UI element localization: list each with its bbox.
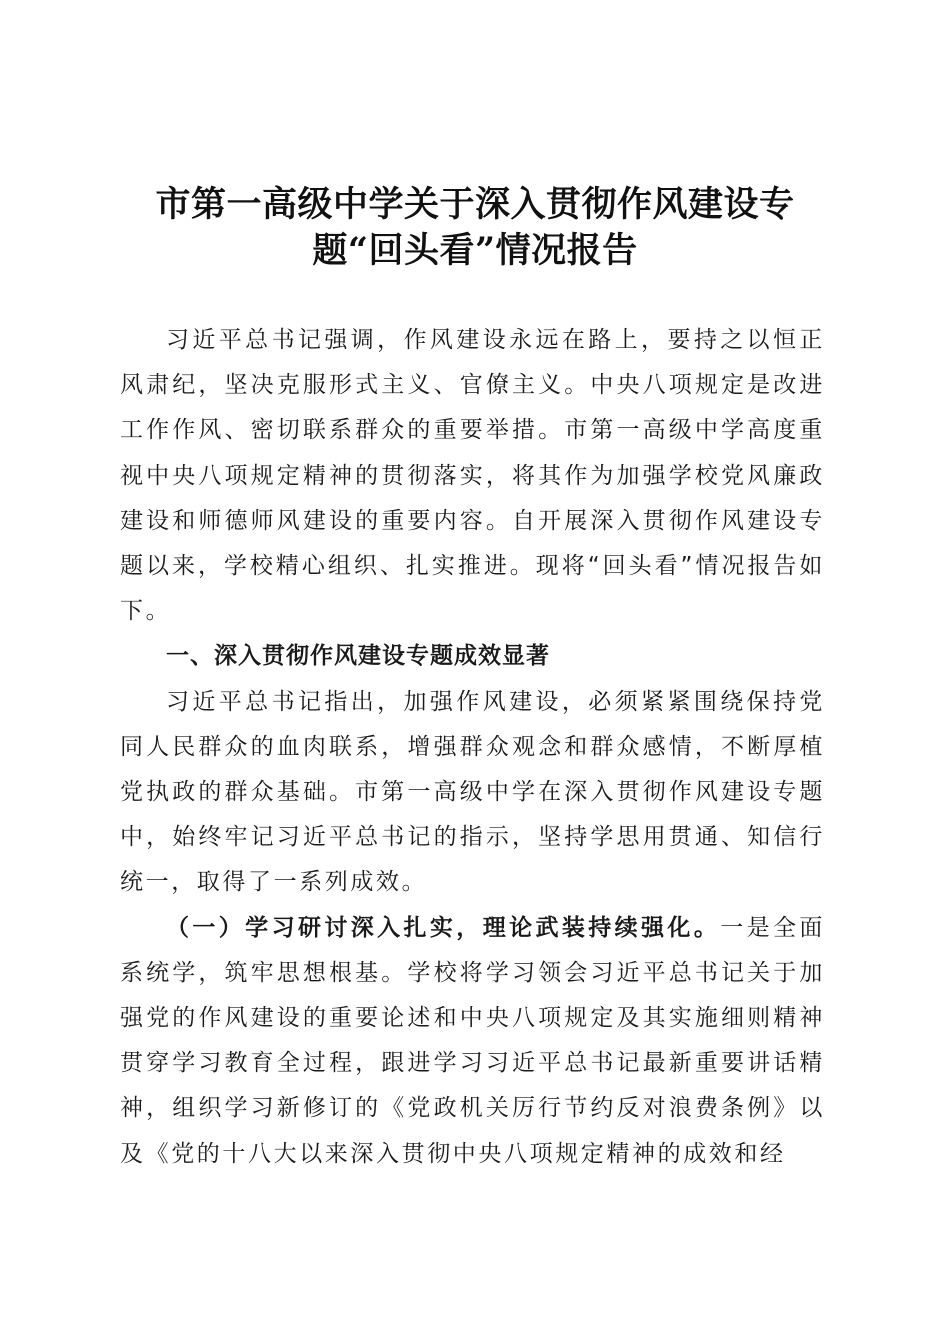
section-1-paragraph: 习近平总书记指出，加强作风建设，必须紧紧围绕保持党同人民群众的血肉联系，增强群众观念和群众感情，不断厚植党执政的群众基础。市第一高级中学在深入贯彻作风建设专题中，始终牢记习近平总书记的指示，坚持学思用贯通、知信行统一，取得了一系列成效。 (120, 688, 825, 896)
section-1-heading: 一、深入贯彻作风建设专题成效显著 (166, 643, 550, 670)
subsection-1-heading: （一）学习研讨深入扎实，理论武装持续强化。 (166, 914, 721, 941)
subsection-1-paragraph (120, 906, 825, 1177)
intro-paragraph: 习近平总书记强调，作风建设永远在路上，要持之以恒正风肃纪，坚决克服形式主义、官僚主义。中央八项规定是改进工作作风、密切联系群众的重要举措。市第一高级中学高度重视中央八项规定精神的贯彻落实，将其作为加强学校党风廉政建设和师德师风建设的重要内容。自开展深入贯彻作风建设专题以来，学校精心组织、扎实推进。现将“回头看”情况报告如下。 (120, 327, 825, 625)
title-line-2: 题“回头看”情况报告 (312, 230, 638, 271)
document-body (120, 318, 825, 1177)
document-title (130, 182, 820, 274)
subsection-1-text: 一是全面系统学，筑牢思想根基。学校将学习领会习近平总书记关于加强党的作风建设的重要论述和中央八项规定及其实施细则精神贯穿学习教育全过程，跟进学习习近平总书记最新重要讲话精神，组织学习新修订的《党政机关厉行节约反对浪费条例》以及《党的十八大以来深入贯彻中央八项规定精神的成效和经 (120, 914, 825, 1167)
title-line-1: 市第一高级中学关于深入贯彻作风建设专 (155, 184, 795, 225)
